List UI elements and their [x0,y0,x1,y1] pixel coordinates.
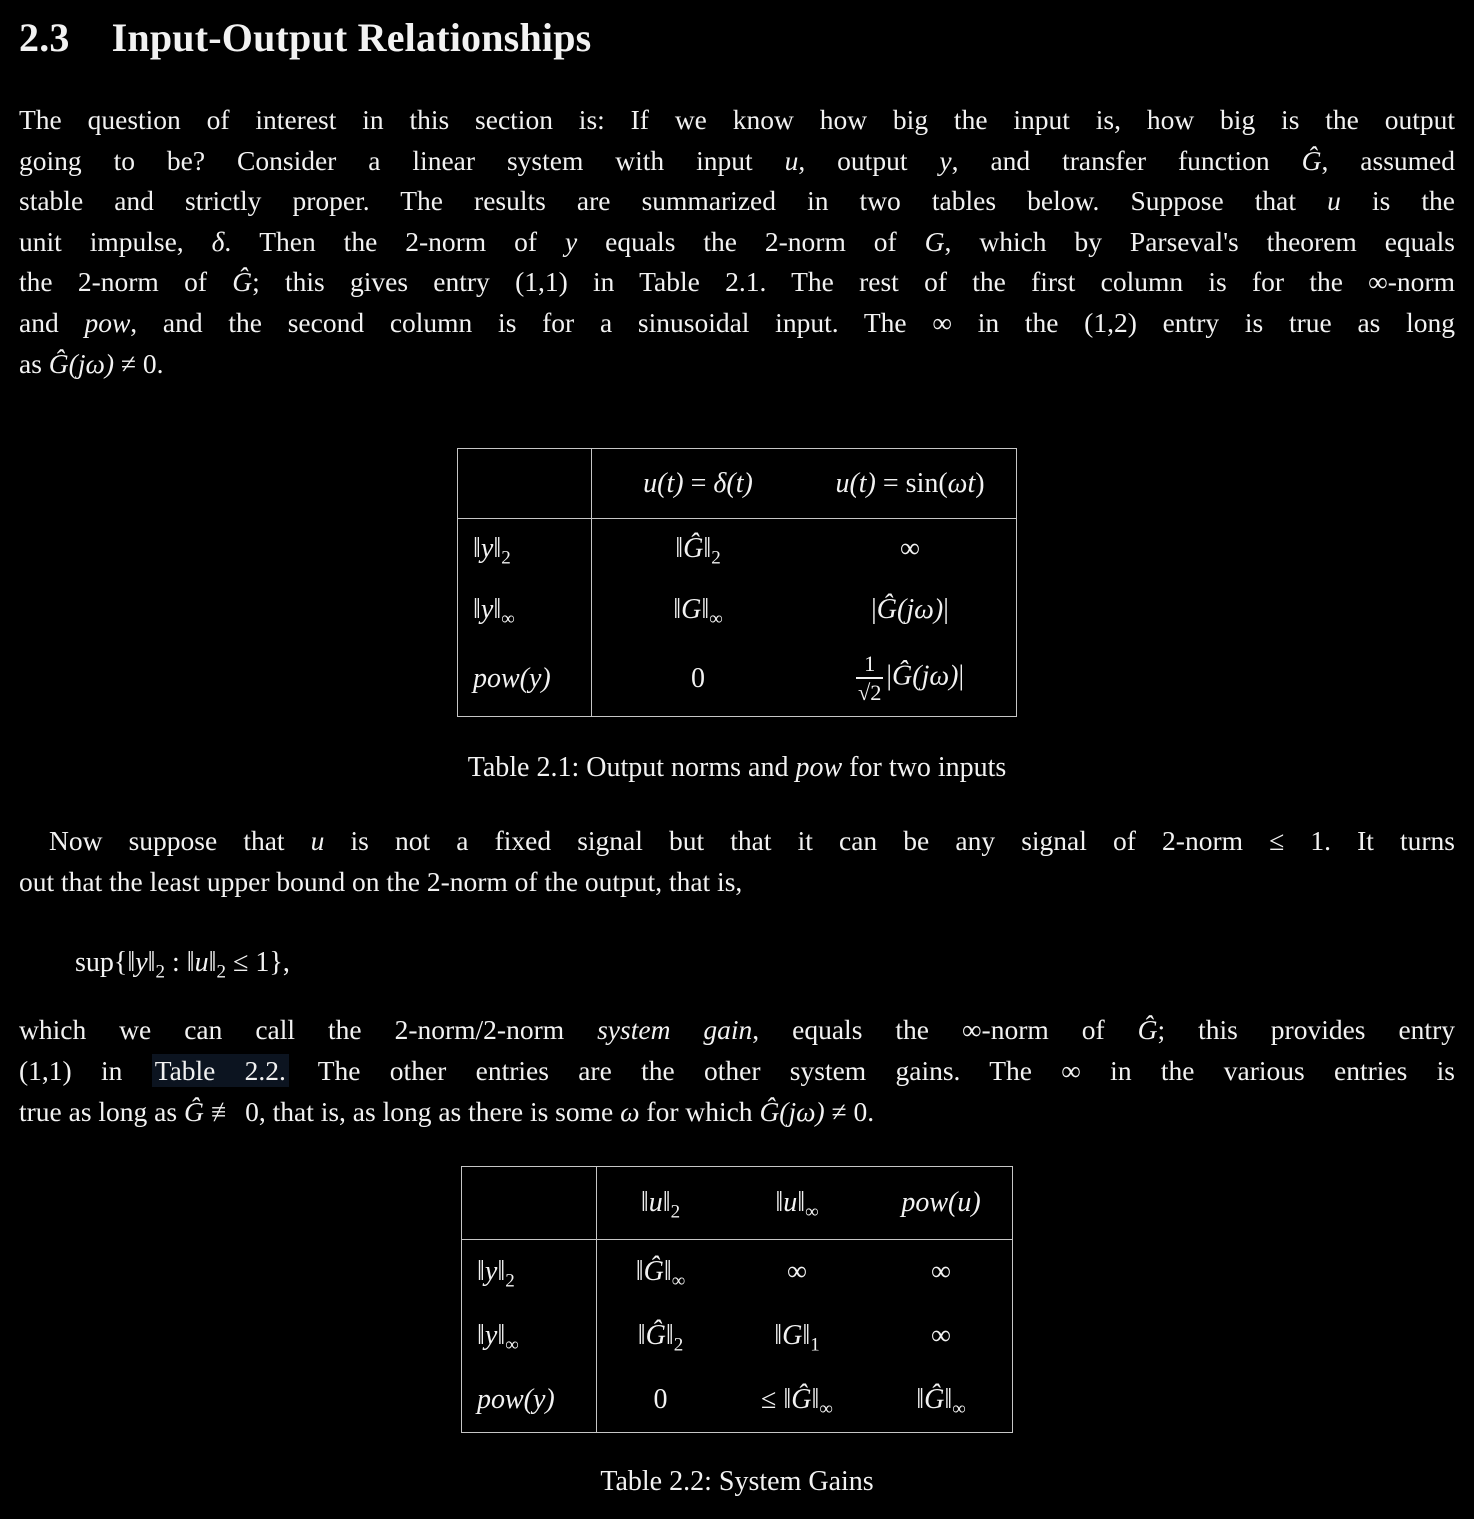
text-line [19,262,1455,303]
table-2-2-wrapper [19,1166,1455,1433]
text-run: 2 [216,961,227,983]
section-number: 2.3 [19,15,70,60]
text-run: ∞ [819,1398,833,1420]
text-run: ‖ [673,594,682,626]
table1-cell [804,519,1016,579]
text-run: ‖ [637,1320,646,1352]
table2-corner-cell [462,1167,597,1240]
text-run: ‖ [208,947,217,979]
text-run: The other entries are the other system gains. The ∞ in the various entries is [288,1054,1455,1086]
math-run: system gain [597,1014,753,1046]
text-run: ≤ 1}, [226,947,290,979]
text-run: ‖ [701,594,710,626]
text-run: (1,1) in [19,1054,152,1086]
table2-row1-label [477,1320,519,1356]
text-run: ≠ 0. [824,1095,875,1127]
math-run: y [564,225,578,257]
text-run: is not a fixed signal but that it can be any signal of 2-norm ≤ 1. It turns [324,825,1455,857]
table1-row-label [458,519,592,579]
text-run: 1 [810,1334,820,1356]
text-run: going to be? Consider a linear system with input [19,144,785,176]
text-run: ≢ 0, that is, as long as there is some [203,1095,621,1127]
math-run: pow [84,306,131,338]
table2-row0-label [477,1256,515,1292]
text-line [19,1010,1455,1051]
table1-row-label [458,641,592,716]
fraction-numerator: 1 [864,651,876,677]
text-run: , assumed [1321,144,1455,176]
table2-cell [870,1304,1012,1368]
table1-header-sinusoid [804,449,1016,519]
text-run: ∞ [931,1256,951,1288]
text-run: ‖ [640,1187,649,1219]
math-run: G [782,1320,803,1352]
text-line [19,222,1455,263]
text-run: and [19,306,85,338]
math-run: Ĝ [183,1095,204,1127]
text-line [19,821,1455,862]
table2-cell [597,1368,724,1432]
text-line [19,303,1455,344]
math-run: ω [620,1095,640,1127]
text-run: ∞ [900,533,920,565]
text-run: 2 [505,1270,515,1292]
table2-header-uinf-label [775,1187,819,1223]
text-run: ∞ [931,1320,951,1352]
text-run: stable and strictly proper. The results are summarized in two tables below. Suppose that [19,185,1328,217]
table1-cell [804,579,1016,641]
paragraph-2 [19,821,1455,902]
fraction [856,651,883,706]
table2-row-label [462,1304,597,1368]
text-run: true as long as [19,1095,184,1127]
math-run: Ĝ [232,266,253,298]
text-run: out that the least upper bound on the 2-norm of the output, that is, [19,865,743,897]
math-run: Ĝ(jω) [892,661,959,693]
math-run: u [648,1187,663,1219]
text-run: ‖ [802,1320,811,1352]
text-run: the 2-norm of [19,266,233,298]
math-run: Ĝ [791,1384,812,1416]
table1-header-impulse-label [643,468,753,500]
math-run: y [480,533,494,565]
math-run: Ĝ [643,1256,664,1288]
math-run: ωt [947,467,976,499]
text-run: ∞ [501,608,515,630]
text-run: is the [1340,185,1455,217]
math-run: y [939,144,952,176]
table2-cell-r0c3 [931,1256,951,1288]
text-run: ≤ ‖ [761,1384,792,1416]
text-run: ; this provides entry [1157,1014,1455,1046]
text-run: ‖ [497,1256,506,1288]
math-run: u(t) [643,467,684,499]
table1-cell [592,519,804,579]
table1-row0-label [473,533,511,569]
text-run: ∞ [671,1270,686,1292]
text-run: 2 [501,547,511,569]
math-run: Ĝ(jω) [759,1095,825,1127]
text-run: ‖ [797,1187,806,1219]
paragraph-1 [19,100,1455,384]
text-run: ∞ [952,1398,966,1420]
text-run: ‖ [147,947,156,979]
text-run: ≠ 0. [114,347,164,379]
text-run: which we can call the 2-norm/2-norm [19,1014,598,1046]
table-2-2 [461,1166,1013,1433]
text-run: for which [639,1095,760,1127]
table2-cell-r2c1 [654,1384,668,1416]
table1-cell-fraction [804,641,1016,716]
text-run: ‖ [916,1384,925,1416]
math-run: Ĝ [683,533,704,565]
table2-cell [724,1240,870,1304]
table2-header-powu-label [901,1187,980,1219]
math-run: u [1327,185,1341,217]
text-line [19,141,1455,182]
text-run: ∞ [505,1334,519,1356]
table2-cell-r1c2 [774,1320,820,1356]
math-run: u [310,825,325,857]
text-run: The question of interest in this section is: If we know how big the input is, how big is the output [19,104,1455,135]
table2-cell [724,1368,870,1432]
table2-row-label [462,1240,597,1304]
text-run: Table 2.1: Output norms and [467,752,796,784]
table2-header-uinf [724,1167,870,1240]
math-run: Ĝ(jω) [48,347,115,379]
math-run: y [484,1256,498,1288]
text-line [19,100,1455,141]
table1-row1-label [473,594,515,630]
table2-cell-r0c2 [787,1256,807,1288]
math-run: δ [211,225,225,257]
text-run: ‖ [663,1256,672,1288]
table2-cell-r2c3 [916,1384,966,1420]
text-line [19,1092,1455,1133]
text-run: ∞ [709,608,723,630]
table-2-2-link[interactable]: Table 2.2. [152,1054,289,1087]
math-run: G [681,594,702,626]
table-2-1-caption [19,748,1455,788]
math-run: u [194,947,209,979]
table1-cell [592,641,804,716]
table2-header-u2-label [640,1187,681,1223]
fraction-expression [856,651,964,706]
table1-cell-r0c2 [900,533,920,565]
table2-cell [597,1304,724,1368]
text-line [19,862,1455,903]
text-run: , which by Parseval's theorem equals [944,225,1455,257]
text-run: | [871,594,877,626]
table-2-2-caption: Table 2.2: System Gains [600,1466,874,1498]
text-run: ‖ [662,1187,671,1219]
text-run: ∞ [805,1201,819,1223]
text-run: 0 [653,1384,668,1416]
math-run: y [480,594,494,626]
text-run: 0 [691,662,705,694]
text-run: ‖ [944,1384,953,1416]
math-run: u [783,1187,798,1219]
text-run: ‖ [493,533,502,565]
text-run: ‖ [477,1320,485,1352]
text-run: ‖ [665,1320,674,1352]
text-run: unit impulse, [19,225,212,257]
table1-cell-r1c1 [673,594,723,630]
text-line [19,1051,1455,1092]
math-run: G [924,225,945,257]
text-run: : ‖ [165,947,195,979]
text-run: | [943,594,949,626]
math-run: δ(t) [713,467,753,499]
table2-row-label [462,1368,597,1432]
table1-row2-label [473,663,551,695]
text-run: 2 [155,961,166,983]
text-run: ‖ [477,1256,485,1288]
text-run: ‖ [811,1384,820,1416]
math-run: pow [795,752,843,784]
table2-cell [870,1240,1012,1304]
text-run: , and transfer function [951,144,1302,176]
text-line [19,344,1455,385]
fraction-rest [886,661,964,692]
text-run: , output [798,144,940,176]
table1-cell-r1c2 [871,594,949,626]
math-run: y [135,947,148,979]
text-run: | [886,661,893,693]
table1-cell-r0c1 [675,533,721,569]
table-2-1-wrapper [19,448,1455,717]
text-run: , equals the ∞-norm of [752,1014,1138,1046]
math-run: Ĝ [1301,144,1322,176]
paragraph-3 [19,1010,1455,1132]
text-run: 2 [711,547,721,569]
table2-cell-r2c2 [761,1384,833,1420]
table2-row2-label [477,1384,555,1416]
text-run: , and the second column is for a sinusoidal input. The ∞ in the (1,2) entry is true as long [130,306,1455,338]
table2-header-powu [870,1167,1012,1240]
math-run: pow(y) [477,1384,555,1416]
text-run: ; this gives entry (1,1) in Table 2.1. The rest of the first column is for the ∞-norm [252,266,1455,298]
table-2-1 [457,448,1017,717]
table2-cell-r1c3 [931,1320,951,1352]
math-run: pow(u) [901,1187,981,1219]
table2-cell [597,1240,724,1304]
text-run: ‖ [675,533,684,565]
table2-cell-r0c1 [635,1256,686,1292]
text-run: ) [975,467,985,499]
math-run: y [484,1320,498,1352]
text-run: ‖ [635,1256,644,1288]
section-title: Input-Output Relationships [111,15,592,60]
text-run: sup{‖ [75,947,136,979]
text-run: ‖ [774,1320,783,1352]
text-run: = sin( [875,467,948,499]
table1-cell-r2c1 [691,663,705,695]
section-heading [19,14,1455,62]
text-run: ‖ [493,594,502,626]
math-run: u(t) [835,467,876,499]
text-run: equals the 2-norm of [577,225,925,257]
display-equation [75,938,1455,988]
fraction-denominator: √2 [856,677,883,706]
table1-cell [592,579,804,641]
math-run: Ĝ(jω) [876,594,944,626]
text-run: for two inputs [842,752,1007,784]
text-run: ‖ [497,1320,506,1352]
math-run: Ĝ [1137,1014,1158,1046]
table2-cell [724,1304,870,1368]
text-run: as [19,347,49,379]
text-run: 2 [670,1201,681,1223]
table1-row-label [458,579,592,641]
text-run: = [683,467,714,499]
text-run: ‖ [703,533,712,565]
math-run: Ĝ [924,1384,945,1416]
text-run: 2 [673,1334,684,1356]
table1-header-sinusoid-label [835,468,984,500]
math-run: pow(y) [473,662,551,694]
text-run: | [958,661,965,693]
text-run: Now suppose that [49,825,311,857]
text-run: ‖ [473,594,481,626]
table1-corner-cell [458,449,592,519]
table2-cell-r1c1 [637,1320,684,1356]
table1-header-impulse [592,449,804,519]
table2-cell [870,1368,1012,1432]
text-run: ∞ [787,1256,807,1288]
text-run: ‖ [473,533,481,565]
text-run: . Then the 2-norm of [224,225,565,257]
math-run: Ĝ [645,1320,666,1352]
table2-header-u2 [597,1167,724,1240]
math-run: u [784,144,799,176]
text-run: ‖ [775,1187,784,1219]
text-line [19,181,1455,222]
